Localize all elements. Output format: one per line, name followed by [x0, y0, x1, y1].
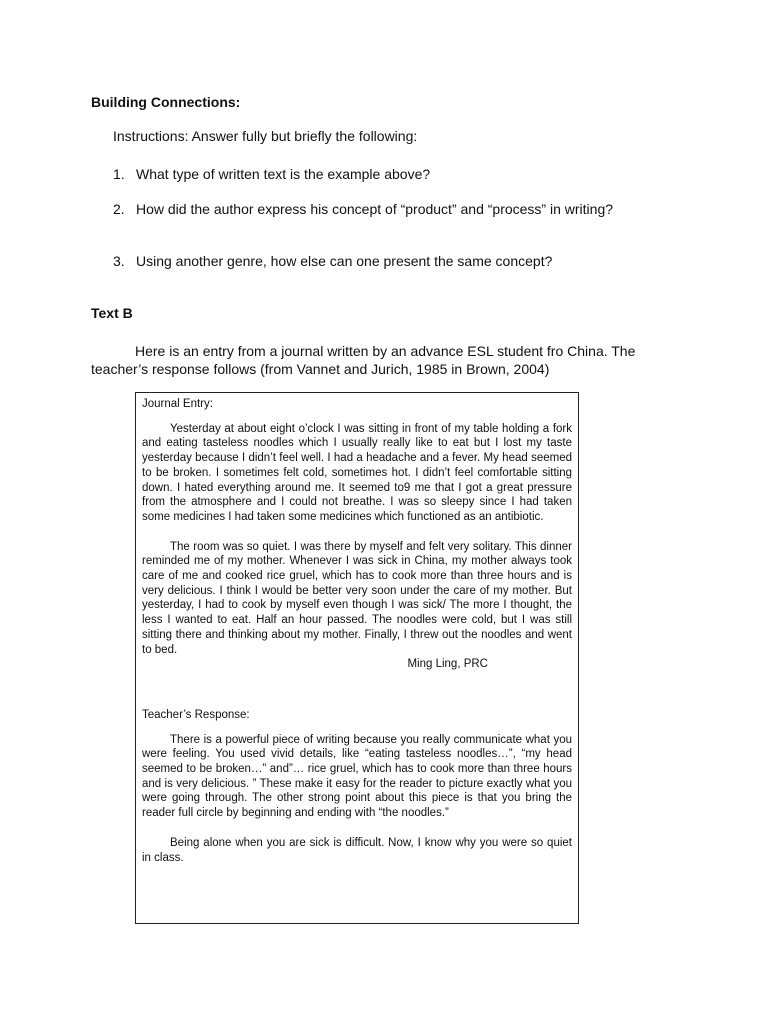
question-text: Using another genre, how else can one present the same concept? — [136, 253, 553, 269]
question-text: What type of written text is the example above? — [136, 166, 431, 182]
question-item — [113, 166, 430, 182]
question-text: How did the author express his concept of “product” and “process” in writing? — [136, 201, 614, 217]
journal-box — [135, 392, 579, 924]
response-paragraph: There is a powerful piece of writing because you really communicate what you were feeling. You used vivid details, like “eating tasteless noodles…”, “my head seemed to be broken…” and”… rice gruel, which has to cook more than three hours and is very delicious. ” These make it easy for the reader to picture exactly what you were going through. The other strong point about this piece is that you bring the reader full circle by beginning and ending with “the noodles.” — [142, 733, 572, 820]
text-b-heading: Text B — [91, 305, 133, 321]
response-paragraph: Being alone when you are sick is difficult. Now, I know why you were so quiet in class. — [142, 836, 572, 864]
text-b-intro: Here is an entry from a journal written by an advance ESL student fro China. The teacher’s response follows (from Vannet and Jurich, 1985 in Brown, 2004) — [91, 343, 636, 377]
teacher-response-label: Teacher’s Response: — [142, 708, 250, 721]
building-connections-heading: Building Connections: — [91, 94, 241, 110]
question-number: 2. — [113, 201, 125, 217]
question-number: 1. — [113, 166, 125, 182]
journal-paragraph: The room was so quiet. I was there by myself and felt very solitary. This dinner reminded me of my mother. Whenever I was sick in China, my mother always took care of me and cooked rice gruel, which has to cook more than three hours and is very delicious. I think I would be better very soon under the care of my mother. But yesterday, I had to cook by myself even though I was sick/ The more I thought, the less I wanted to eat. Half an hour passed. The noodles were cold, but I was still sitting there and thinking about my mother. Finally, I threw out the noodles and went to bed. — [142, 540, 572, 656]
instructions-text: Instructions: Answer fully but briefly the following: — [113, 128, 418, 144]
journal-entry-label: Journal Entry: — [142, 398, 213, 410]
question-item — [113, 201, 613, 217]
journal-paragraph: Yesterday at about eight o’clock I was sitting in front of my table holding a fork and eating tasteless noodles which I usually really like to eat but I lost my taste yesterday because I didn’t feel well. I had a headache and a fever. My head seemed to be broken. I sometimes felt cold, sometimes hot. I didn’t feel comfortable sitting down. I hated everything around me. It seemed to9 me that I got a great pressure from the atmosphere and I could not breathe. I was so sleepy since I had taken some medicines I had taken some medicines which functioned as an antibiotic. — [142, 422, 572, 523]
question-item — [113, 253, 552, 269]
journal-signature: Ming Ling, PRC — [407, 658, 488, 671]
question-number: 3. — [113, 253, 125, 269]
